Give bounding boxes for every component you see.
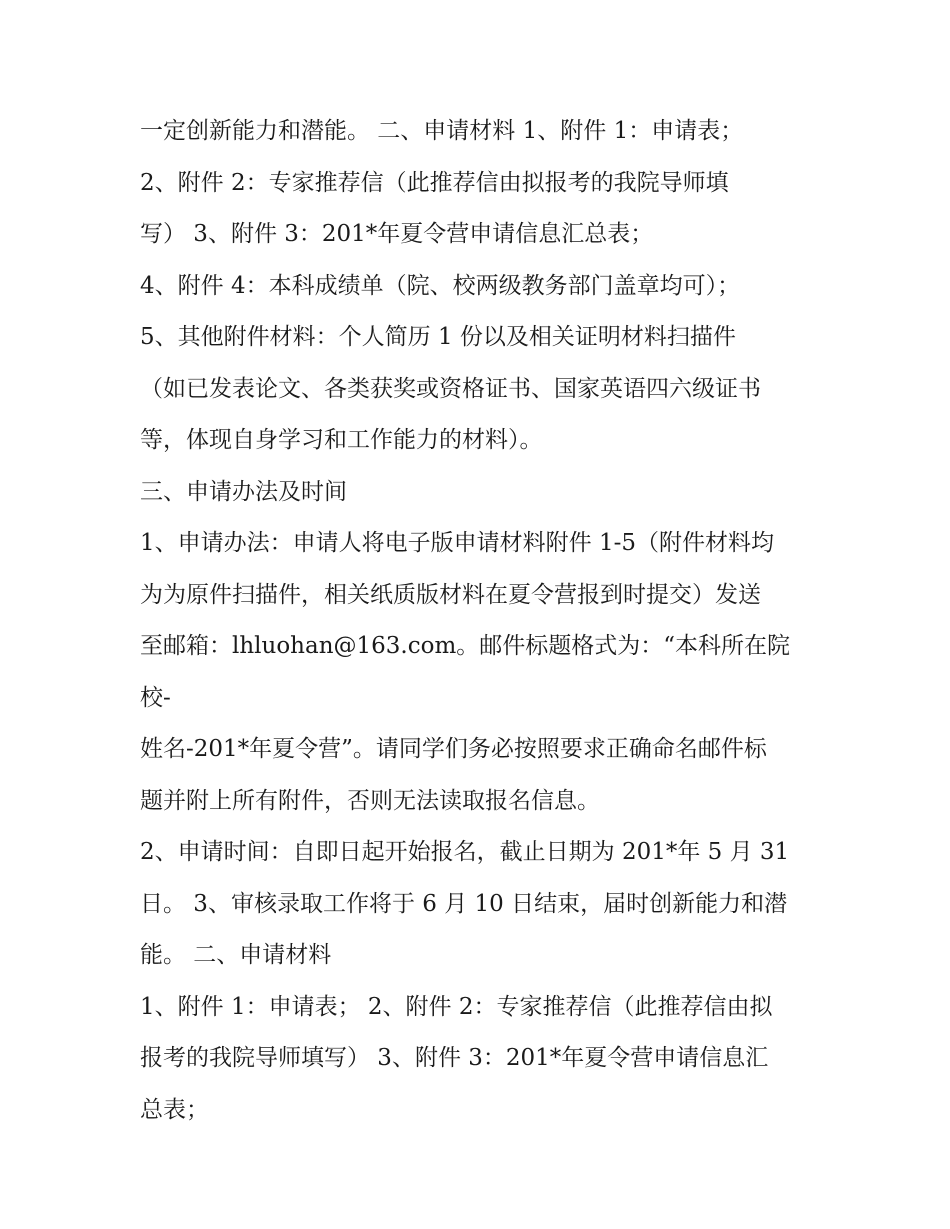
text-line: 校- <box>140 684 171 711</box>
text-line: 姓名-201*年夏令营”。请同学们务必按照要求正确命名邮件标 <box>140 736 767 762</box>
section-heading: 三、申请办法及时间 <box>140 478 347 505</box>
text-line: 1、申请办法：申请人将电子版申请材料附件 1-5（附件材料均 <box>140 530 774 556</box>
text-line: 题并附上所有附件，否则无法读取报名信息。 <box>140 787 600 814</box>
text-line: 写） 3、附件 3：201*年夏令营申请信息汇总表； <box>140 221 654 247</box>
text-line: 日。 3、审核录取工作将于 6 月 10 日结束，届时创新能力和潜 <box>140 890 788 917</box>
text-line: 等，体现自身学习和工作能力的材料）。 <box>140 427 543 453</box>
text-line: 1、附件 1：申请表； 2、附件 2：专家推荐信（此推荐信由拟 <box>140 993 773 1020</box>
text-line: 为为原件扫描件，相关纸质版材料在夏令营报到时提交）发送 <box>140 581 761 608</box>
text-line: 一定创新能力和潜能。 二、申请材料 1、附件 1：申请表； <box>140 118 744 144</box>
text-line: 报考的我院导师填写） 3、附件 3：201*年夏令营申请信息汇 <box>140 1045 769 1071</box>
text-line: 4、附件 4：本科成绩单（院、校两级教务部门盖章均可）； <box>140 272 741 299</box>
text-line: 能。 二、申请材料 <box>140 942 332 968</box>
text-line: 2、附件 2：专家推荐信（此推荐信由拟报考的我院导师填 <box>140 169 729 196</box>
document-body <box>140 106 820 1136</box>
text-line: 5、其他附件材料：个人简历 1 份以及相关证明材料扫描件 <box>140 324 736 350</box>
text-line: 2、申请时间：自即日起开始报名，截止日期为 201*年 5 月 31 <box>140 839 790 865</box>
text-line: 至邮箱：lhluohan@163.com。邮件标题格式为：“本科所在院 <box>140 633 791 659</box>
text-line: 总表； <box>140 1096 209 1123</box>
text-line: （如已发表论文、各类获奖或资格证书、国家英语四六级证书 <box>140 375 761 402</box>
